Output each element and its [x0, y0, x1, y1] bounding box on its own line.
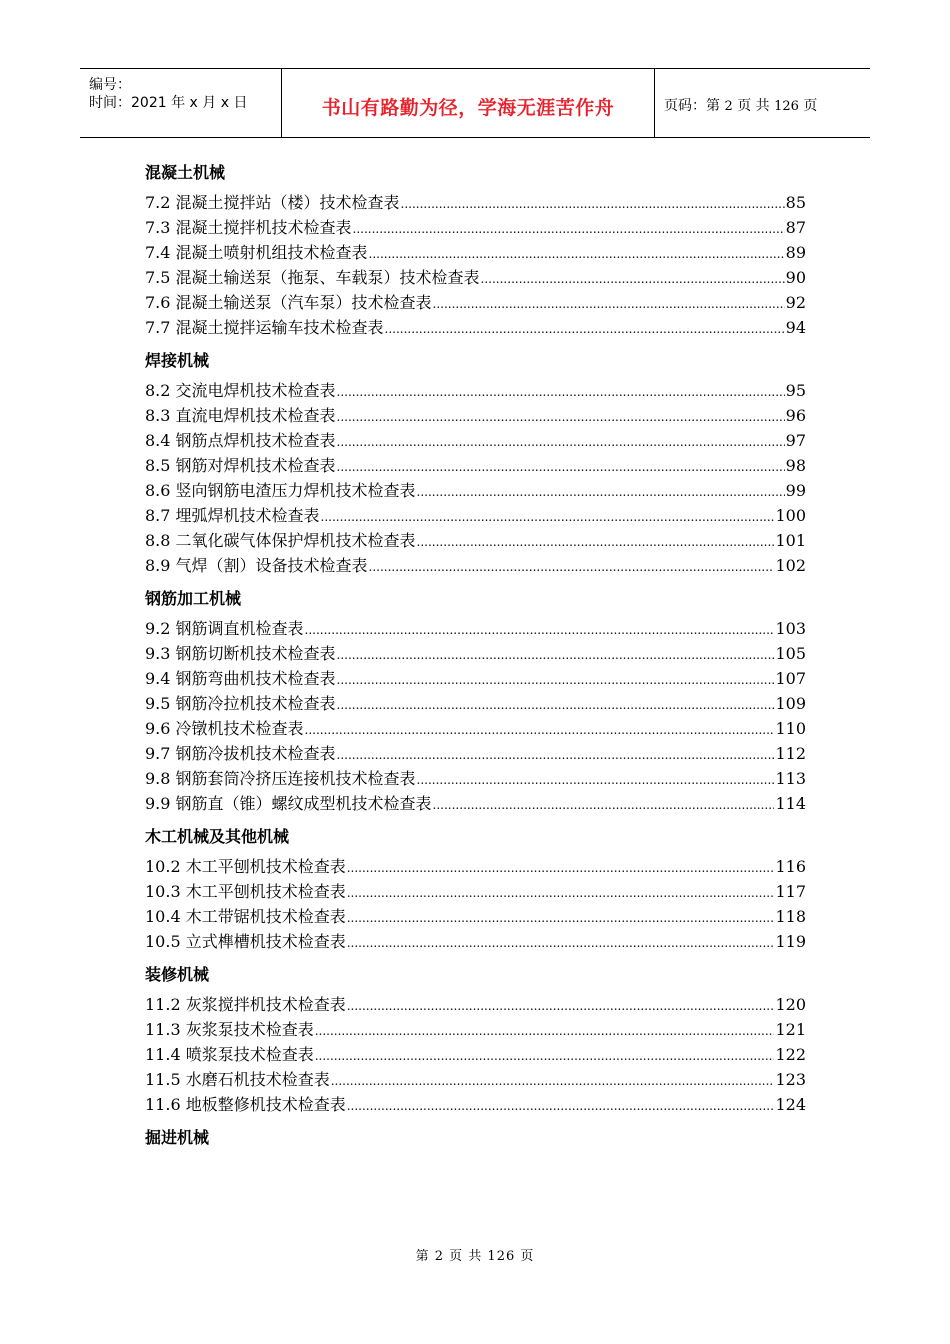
toc-entry[interactable]: [145, 854, 806, 879]
toc-section-heading: 钢筋加工机械: [145, 589, 242, 608]
motto-text: 书山有路勤为径，学海无涯苦作舟: [321, 97, 615, 119]
toc-leader-dots: [315, 1017, 775, 1044]
toc-entry[interactable]: [145, 904, 806, 929]
toc-leader-dots: [337, 378, 785, 405]
toc-leader-dots: [347, 879, 775, 906]
toc-entry-page: 118: [775, 907, 806, 926]
toc-entry[interactable]: [145, 378, 806, 403]
toc-entry-title: 7.5 混凝土输送泵（拖泵、车载泵）技术检查表: [145, 268, 480, 287]
toc-leader-dots: [347, 1092, 775, 1119]
toc-leader-dots: [433, 290, 785, 317]
toc-entry-page: 109: [775, 694, 806, 713]
toc-entry[interactable]: [145, 616, 806, 641]
toc-entry-title: 8.4 钢筋点焊机技术检查表: [145, 431, 336, 450]
toc-entry-page: 117: [775, 882, 806, 901]
toc-entry-title: 10.4 木工带锯机技术检查表: [145, 907, 346, 926]
toc-entry-page: 85: [785, 193, 806, 212]
toc-leader-dots: [385, 315, 785, 342]
toc-entry-page: 96: [785, 406, 806, 425]
toc-entry[interactable]: [145, 929, 806, 954]
toc-entry[interactable]: [145, 641, 806, 666]
toc-entry-title: 8.6 竖向钢筋电渣压力焊机技术检查表: [145, 481, 416, 500]
page-mid: 页 共: [737, 98, 770, 114]
toc-entry-page: 90: [785, 268, 806, 287]
toc-entry-page: 97: [785, 431, 806, 450]
toc-entry-title: 11.3 灰浆泵技术检查表: [145, 1020, 314, 1039]
toc-entry-title: 9.8 钢筋套筒冷挤压连接机技术检查表: [145, 769, 416, 788]
toc-entry-page: 116: [775, 857, 806, 876]
toc-entry-page: 87: [785, 218, 806, 237]
toc-leader-dots: [305, 616, 775, 643]
toc-entry-title: 8.7 埋弧焊机技术检查表: [145, 506, 320, 525]
toc-entry[interactable]: [145, 992, 806, 1017]
toc-entry[interactable]: [145, 265, 806, 290]
toc-entry-page: 92: [785, 293, 806, 312]
header-page-cell: [655, 69, 870, 137]
toc-leader-dots: [337, 403, 785, 430]
toc-leader-dots: [347, 904, 775, 931]
toc-section-heading: 焊接机械: [145, 351, 210, 370]
toc-entry-title: 7.2 混凝土搅拌站（楼）技术检查表: [145, 193, 400, 212]
toc-entry[interactable]: [145, 528, 806, 553]
toc-entry[interactable]: [145, 428, 806, 453]
toc-entry-title: 9.5 钢筋冷拉机技术检查表: [145, 694, 336, 713]
toc-entry-page: 99: [785, 481, 806, 500]
page-total: 126: [774, 99, 799, 114]
toc-entry-page: 119: [775, 932, 806, 951]
toc-entry-page: 105: [775, 644, 806, 663]
page-header: [80, 68, 870, 138]
toc-entry-page: 100: [775, 506, 806, 525]
toc-entry-title: 7.7 混凝土搅拌运输车技术检查表: [145, 318, 384, 337]
toc-entry-title: 9.4 钢筋弯曲机技术检查表: [145, 669, 336, 688]
toc-entry[interactable]: [145, 290, 806, 315]
toc-entry[interactable]: [145, 1017, 806, 1042]
toc-entry-page: 124: [775, 1095, 806, 1114]
toc-entry-title: 11.2 灰浆搅拌机技术检查表: [145, 995, 346, 1014]
toc-entry-page: 102: [775, 556, 806, 575]
toc-entry-title: 10.3 木工平刨机技术检查表: [145, 882, 346, 901]
toc-entry-page: 101: [775, 531, 806, 550]
toc-entry[interactable]: [145, 879, 806, 904]
toc-entry-title: 8.8 二氧化碳气体保护焊机技术检查表: [145, 531, 416, 550]
toc-entry-title: 9.7 钢筋冷拔机技术检查表: [145, 744, 336, 763]
toc-leader-dots: [331, 1067, 775, 1094]
toc-section-heading: 装修机械: [145, 965, 210, 984]
toc-entry[interactable]: [145, 666, 806, 691]
toc-entry[interactable]: [145, 215, 806, 240]
toc-leader-dots: [337, 453, 785, 480]
toc-leader-dots: [369, 553, 775, 580]
toc-entry-title: 9.9 钢筋直（锥）螺纹成型机技术检查表: [145, 794, 432, 813]
toc-entry-title: 8.2 交流电焊机技术检查表: [145, 381, 336, 400]
toc-section-heading: 混凝土机械: [145, 163, 226, 182]
toc-leader-dots: [337, 641, 775, 668]
toc-entry-page: 107: [775, 669, 806, 688]
toc-entry[interactable]: [145, 315, 806, 340]
toc-entry[interactable]: [145, 453, 806, 478]
toc-entry-title: 11.5 水磨石机技术检查表: [145, 1070, 330, 1089]
toc-entry-page: 89: [785, 243, 806, 262]
toc-leader-dots: [347, 992, 775, 1019]
toc-entry-page: 122: [775, 1045, 806, 1064]
toc-entry[interactable]: [145, 1092, 806, 1117]
toc-entry[interactable]: [145, 741, 806, 766]
serial-number-label: 编号：: [89, 77, 131, 93]
toc-entry[interactable]: [145, 240, 806, 265]
toc-section-heading: 木工机械及其他机械: [145, 827, 290, 846]
toc-entry-title: 8.5 钢筋对焊机技术检查表: [145, 456, 336, 475]
date-label: 时间：2021 年 x 月 x 日: [89, 95, 248, 111]
toc-entry-title: 7.3 混凝土搅拌机技术检查表: [145, 218, 352, 237]
page-suffix: 页: [803, 98, 818, 114]
toc-entry[interactable]: [145, 716, 806, 741]
toc-entry-title: 8.9 气焊（割）设备技术检查表: [145, 556, 368, 575]
toc-entry[interactable]: [145, 503, 806, 528]
toc-entry-page: 121: [775, 1020, 806, 1039]
toc-entry-page: 123: [775, 1070, 806, 1089]
page-current: 2: [724, 99, 733, 114]
toc-leader-dots: [353, 215, 785, 242]
toc-entry[interactable]: [145, 478, 806, 503]
toc-entry-title: 7.4 混凝土喷射机组技术检查表: [145, 243, 368, 262]
toc-leader-dots: [321, 503, 775, 530]
toc-entry-page: 103: [775, 619, 806, 638]
toc-leader-dots: [369, 240, 785, 267]
toc-entry-page: 113: [775, 769, 806, 788]
page-footer: 第 2 页 共 126 页: [415, 1249, 535, 1264]
table-of-contents: [145, 150, 806, 1155]
toc-entry[interactable]: [145, 766, 806, 791]
toc-section-heading: 掘进机械: [145, 1128, 210, 1147]
toc-entry[interactable]: [145, 190, 806, 215]
toc-leader-dots: [347, 854, 775, 881]
toc-entry-page: 94: [785, 318, 806, 337]
header-motto-cell: [282, 69, 655, 137]
toc-entry-title: 10.2 木工平刨机技术检查表: [145, 857, 346, 876]
toc-leader-dots: [337, 691, 775, 718]
page-prefix: 页码：第: [664, 98, 720, 114]
header-page-info: [664, 95, 817, 115]
toc-entry-title: 10.5 立式榫槽机技术检查表: [145, 932, 346, 951]
toc-entry-page: 110: [775, 719, 806, 738]
toc-entry-page: 120: [775, 995, 806, 1014]
toc-leader-dots: [305, 716, 775, 743]
toc-entry[interactable]: [145, 691, 806, 716]
toc-entry[interactable]: [145, 791, 806, 816]
toc-entry-page: 114: [775, 794, 806, 813]
toc-entry-title: 11.6 地板整修机技术检查表: [145, 1095, 346, 1114]
toc-entry-title: 8.3 直流电焊机技术检查表: [145, 406, 336, 425]
toc-entry[interactable]: [145, 553, 806, 578]
toc-leader-dots: [417, 528, 775, 555]
toc-entry-page: 98: [785, 456, 806, 475]
toc-entry-page: 112: [775, 744, 806, 763]
header-left-cell: [80, 69, 282, 137]
toc-entry-title: 9.3 钢筋切断机技术检查表: [145, 644, 336, 663]
toc-leader-dots: [417, 766, 775, 793]
toc-leader-dots: [337, 741, 775, 768]
toc-entry-page: 95: [785, 381, 806, 400]
toc-leader-dots: [417, 478, 785, 505]
toc-leader-dots: [337, 428, 785, 455]
toc-entry-title: 9.6 冷镦机技术检查表: [145, 719, 304, 738]
toc-entry[interactable]: [145, 1042, 806, 1067]
toc-leader-dots: [347, 929, 775, 956]
toc-leader-dots: [337, 666, 775, 693]
toc-entry-title: 11.4 喷浆泵技术检查表: [145, 1045, 314, 1064]
toc-entry[interactable]: [145, 403, 806, 428]
toc-leader-dots: [401, 190, 785, 217]
toc-leader-dots: [315, 1042, 775, 1069]
toc-leader-dots: [433, 791, 775, 818]
toc-entry[interactable]: [145, 1067, 806, 1092]
toc-entry-title: 9.2 钢筋调直机检查表: [145, 619, 304, 638]
toc-entry-title: 7.6 混凝土输送泵（汽车泵）技术检查表: [145, 293, 432, 312]
toc-leader-dots: [481, 265, 785, 292]
